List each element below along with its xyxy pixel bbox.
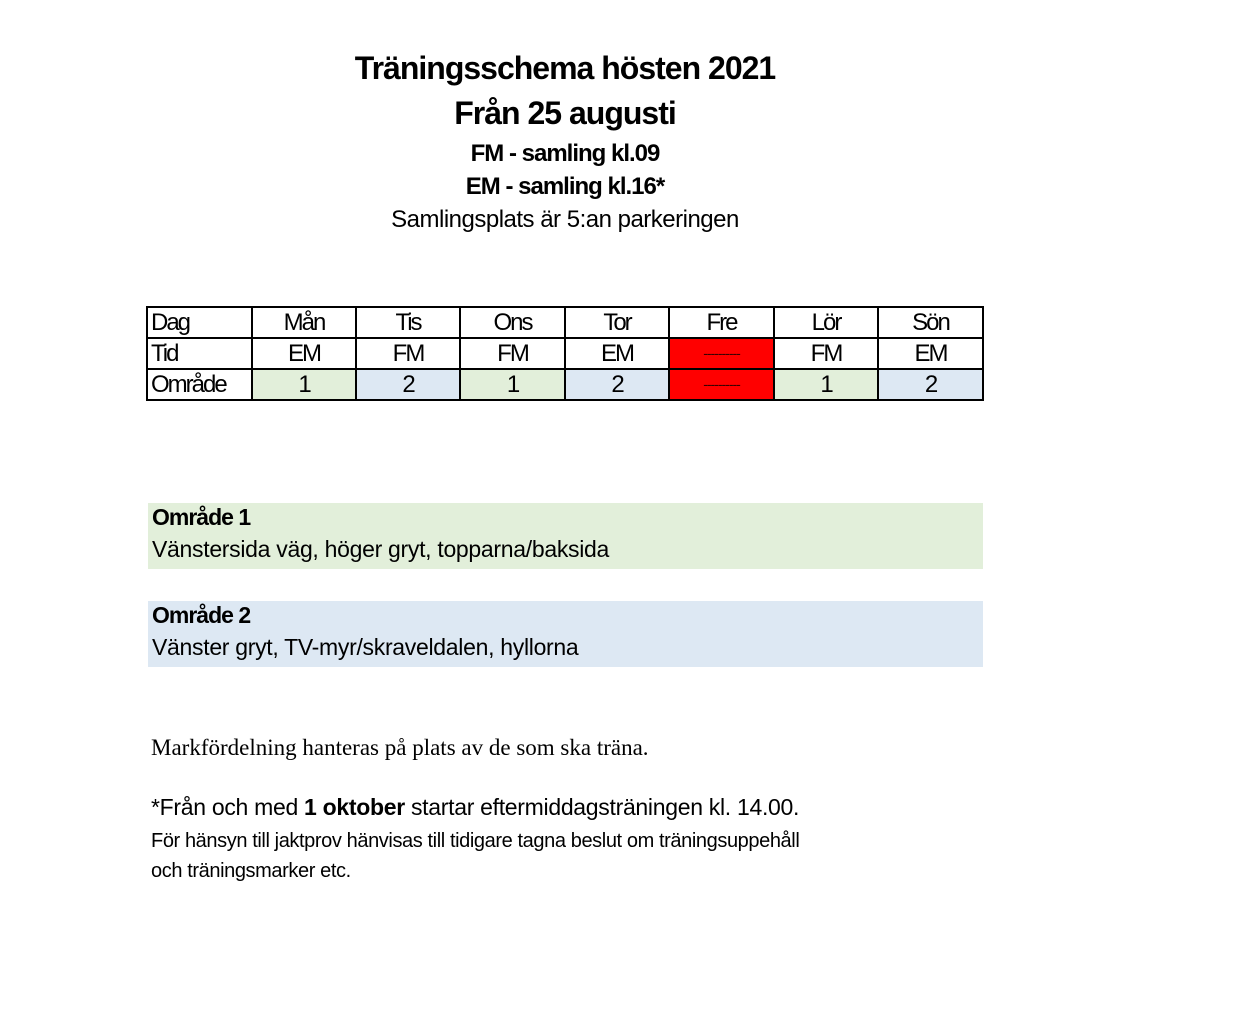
afternoon-note-prefix: *Från och med [151, 794, 305, 820]
time-cell-fri-closed: ---------- [669, 338, 774, 369]
area-1-title: Område 1 [152, 504, 251, 530]
day-cell-tue: Tis [356, 307, 460, 338]
schedule-table [146, 306, 984, 401]
row-label-time: Tid [147, 338, 252, 369]
time-cell-mon: EM [252, 338, 356, 369]
row-label-area: Område [147, 369, 252, 400]
day-cell-mon: Mån [252, 307, 356, 338]
time-cell-wed: FM [460, 338, 565, 369]
area-row [147, 369, 983, 400]
area-cell-sun: 2 [878, 369, 983, 400]
time-cell-tue: FM [356, 338, 460, 369]
area-2-box [148, 601, 983, 667]
gathering-place: Samlingsplats är 5:an parkeringen [391, 206, 739, 233]
time-cell-thu: EM [565, 338, 669, 369]
time-cell-sun: EM [878, 338, 983, 369]
day-cell-sun: Sön [878, 307, 983, 338]
area-cell-wed: 1 [460, 369, 565, 400]
hunt-trial-note-line-1: För hänsyn till jaktprov hänvisas till tidigare tagna beslut om träningsuppehåll [151, 830, 800, 852]
afternoon-training-note [151, 794, 799, 821]
area-cell-tue: 2 [356, 369, 460, 400]
day-cell-thu: Tor [565, 307, 669, 338]
area-2-title: Område 2 [152, 602, 251, 628]
area-cell-mon: 1 [252, 369, 356, 400]
start-date: Från 25 augusti [454, 95, 676, 131]
hunt-trial-note-line-2: och träningsmarker etc. [151, 860, 351, 882]
day-row [147, 307, 983, 338]
fm-gathering-time: FM - samling kl.09 [470, 140, 660, 167]
em-gathering-time: EM - samling kl.16* [465, 173, 665, 200]
area-cell-thu: 2 [565, 369, 669, 400]
row-label-day: Dag [147, 307, 252, 338]
day-cell-fri: Fre [669, 307, 774, 338]
day-cell-sat: Lör [774, 307, 878, 338]
area-2-description: Vänster gryt, TV-myr/skraveldalen, hyllorna [152, 634, 579, 660]
day-cell-wed: Ons [460, 307, 565, 338]
area-cell-sat: 1 [774, 369, 878, 400]
time-cell-sat: FM [774, 338, 878, 369]
mark-distribution-note: Markfördelning hanteras på plats av de som ska träna. [151, 735, 649, 760]
afternoon-note-suffix: startar eftermiddagsträningen kl. 14.00. [404, 794, 800, 820]
time-row [147, 338, 983, 369]
afternoon-note-date: 1 oktober [304, 794, 405, 820]
area-1-box [148, 503, 983, 569]
area-1-description: Vänstersida väg, höger gryt, topparna/baksida [152, 536, 610, 562]
page-title: Träningsschema hösten 2021 [354, 50, 776, 86]
area-cell-fri-closed: ---------- [669, 369, 774, 400]
